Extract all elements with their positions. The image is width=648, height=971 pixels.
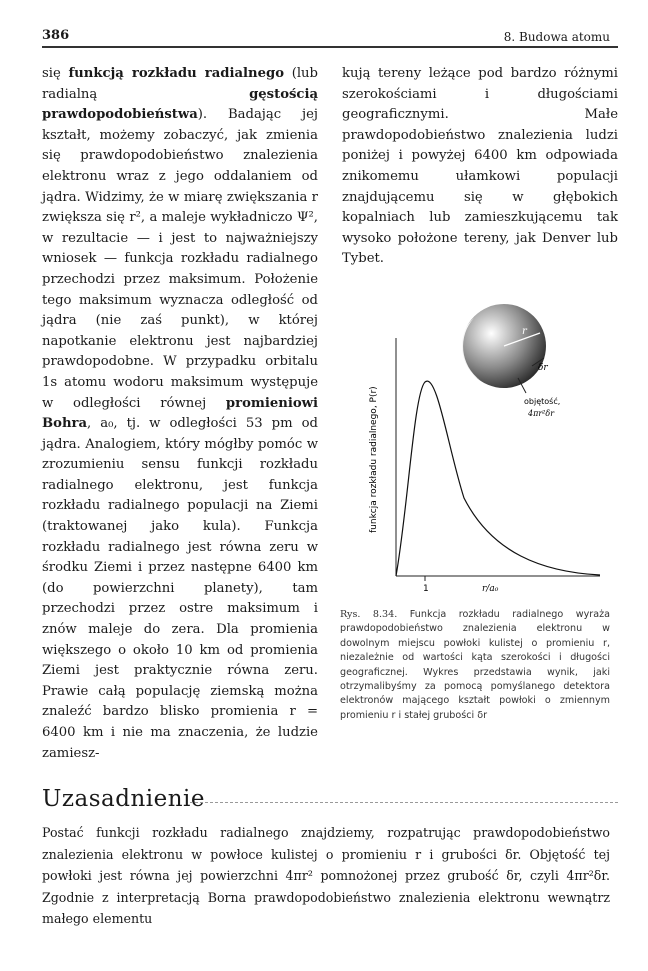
radial-curve <box>396 381 600 576</box>
left-column <box>42 64 318 764</box>
figure-radial-distribution <box>352 298 617 603</box>
term-radial-distribution: funkcją rozkładu radialnego <box>68 66 285 81</box>
sphere-radius-label: r <box>522 326 527 337</box>
volume-label-1: objętość, <box>524 397 561 406</box>
term-probability-density: gęstością prawdopodobieństwa <box>42 86 318 123</box>
page-number: 386 <box>42 28 70 43</box>
caption-text: Funkcja rozkładu radialnego wyraża prawdopodobieństwo znalezienia elektronu w dowolnym miejscu powłoki kulistej o promieniu r, niezależnie od wartości kąta szerokości i długości geograficznej. Wykres przedstawia wynik, jaki otrzymalibyśmy za pomocą pomyślanego detektora elektronów mającego kształt powłoki o zmiennym promieniu r i stałej grubości δr <box>340 609 610 721</box>
right-column <box>342 64 618 270</box>
caption-label: Rys. 8.34. <box>340 609 398 620</box>
figure-caption <box>340 608 610 723</box>
volume-label-2: 4πr²δr <box>528 409 555 418</box>
shell-thickness-label: δr <box>538 363 548 373</box>
section-rule <box>190 802 618 803</box>
section-body: Postać funkcji rozkładu radialnego znajdziemy, rozpatrując prawdopodobieństwo znalezienia elektronu w powłoce kulistej o promieniu r i grubości δr. Objętość tej powłoki jest równa jej powierzchni 4πr² pomnożonej przez grubość δr, czyli 4πr²δr. Zgodnie z interpretacją Borna prawdopodobieństwo znalezienia elektronu wewnątrz małego elementu <box>42 825 610 927</box>
running-header: 8. Budowa atomu <box>503 30 610 44</box>
right-paragraph: kują tereny leżące pod bardzo różnymi szerokościami i długościami geograficznymi. Małe prawdopodobieństwo znalezienia ludzi poniżej i powyżej 6400 km odpowiada znikomemu ułamkowi populacji znajdującemu się w głębokich kopalniach lub zamieszkującemu tak wysoko położone tereny, jak Denver lub Tybet. <box>342 66 618 267</box>
text-seg: (lub radialną <box>42 66 318 102</box>
text-seg: ). Badając jej kształt, możemy zobaczyć, jak zmienia się prawdopodobieństwo znalezienia elektronu wraz z jego oddalaniem od jądra. Widzimy, że w miarę zwiększania r zwiększa się r², a maleje wykładniczo Ψ², w rezultacie — i jest to najważniejszy wniosek — funkcja rozkładu radialnego przechodzi przez maksimum. Położenie tego maksimum wyznacza odległość od jądra (nie zaś punkt), w której napotkanie elektronu jest najbardziej prawdopodobne. W przypadku orbitalu 1s atomu wodoru maksimum występuje w odległości równej <box>42 107 318 411</box>
x-tick-label: 1 <box>423 584 429 594</box>
y-axis-label: funkcja rozkładu radialnego, P(r) <box>369 386 379 533</box>
header-rule <box>42 46 618 48</box>
section-heading: Uzasadnienie <box>42 786 206 812</box>
text-seg: , a₀, tj. w odległości 53 pm od jądra. Analogiem, który mógłby pomóc w zrozumieniu sensu funkcji rozkładu radialnego elektronu, jest funkcja rozkładu radialnego populacji na Ziemi (traktowanej jako kula). Funkcja rozkładu radialnego jest równa zeru w środku Ziemi i przez następne 6400 km (do powierzchni planety), tam przechodzi przez ostre maksimum i znów maleje do zera. Dla promienia większego o około 10 km od promienia Ziemi jest praktycznie równa zeru. Prawie całą populację ziemską można znaleźć bardzo blisko promienia r = 6400 km i nie ma znaczenia, że ludzie zamiesz- <box>42 416 318 761</box>
term-bohr-radius: promieniowi Bohra <box>42 395 318 432</box>
left-paragraph <box>42 64 318 764</box>
text-seg: się <box>42 66 69 81</box>
x-axis-label: r/a₀ <box>482 584 499 594</box>
radial-plot <box>352 298 617 603</box>
